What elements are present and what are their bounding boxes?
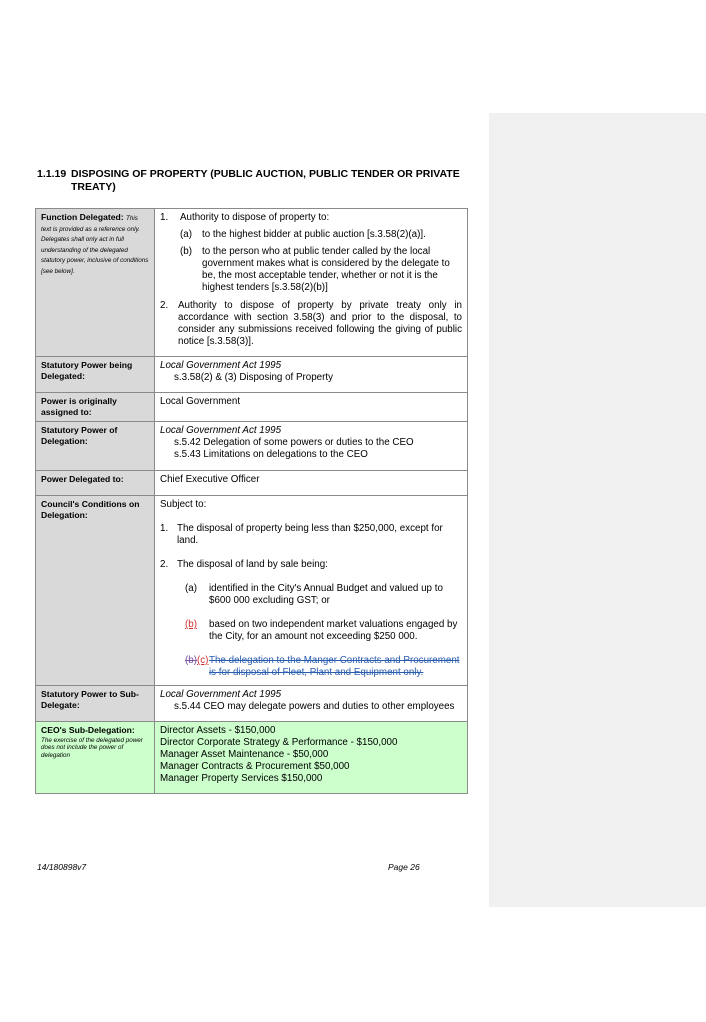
act-section: s.5.43 Limitations on delegations to the CEO — [174, 449, 368, 460]
section-number: 1.1.19 — [37, 168, 67, 180]
table-row-power-delegated-to — [36, 471, 468, 496]
comment-margin-panel — [489, 113, 706, 907]
originally-assigned-value: Local Government — [155, 393, 468, 422]
act-name: Local Government Act 1995 — [160, 425, 282, 436]
ceo-sub-delegation-note: The exercise of the delegated power does not include the power of delegation — [41, 736, 143, 759]
value-cell — [155, 496, 468, 686]
list-item: (b) based on two independent market valuations engaged by the City, for an amount not exceeding $250 000. — [185, 619, 458, 642]
power-delegated-to-value: Chief Executive Officer — [155, 471, 468, 496]
act-section: s.3.58(2) & (3) Disposing of Property — [174, 372, 333, 383]
sub-delegate-line: Manager Contracts & Procurement $50,000 — [160, 761, 350, 772]
list-item: 1. Authority to dispose of property to: — [160, 212, 330, 223]
list-item — [185, 655, 462, 679]
table-row-originally-assigned — [36, 393, 468, 422]
conditions-intro: Subject to: — [160, 499, 207, 510]
act-section: s.5.42 Delegation of some powers or duties to the CEO — [174, 437, 414, 448]
deleted-text: The delegation to the Manger Contracts and Procurement is for disposal of Fleet, Plant and Equipment only. — [209, 655, 460, 678]
deleted-marker: (b) — [185, 655, 197, 666]
section-title: DISPOSING OF PROPERTY (PUBLIC AUCTION, PUBLIC TENDER OR PRIVATE TREATY) — [71, 168, 460, 193]
list-item: 2. Authority to dispose of property by private treaty only in accordance with section 3.58(3) and prior to the disposal, to consider any submissions received following the giving of public notice [s.3.58(3)]. — [160, 300, 462, 347]
table-row-sub-delegate-power — [36, 686, 468, 722]
label-cell — [36, 209, 155, 357]
statutory-power-label: Statutory Power being Delegated: — [36, 357, 155, 393]
table-row-statutory-power — [36, 357, 468, 393]
conditions-label: Council's Conditions on Delegation: — [36, 496, 155, 686]
function-delegated-note: This text is provided as a reference only. Delegates shall only act in full understanding of the delegated statutory power, inclusive of conditions [see below]. — [41, 215, 149, 275]
list-item: 2. The disposal of land by sale being: — [160, 559, 328, 570]
sub-delegate-line: Manager Property Services $150,000 — [160, 773, 323, 784]
value-cell — [155, 357, 468, 393]
table-row-function-delegated — [36, 209, 468, 357]
sub-delegate-line: Director Corporate Strategy & Performance - $150,000 — [160, 737, 398, 748]
list-item: (a) to the highest bidder at public auction [s.3.58(2)(a)]. — [180, 229, 426, 240]
function-delegated-label: Function Delegated: — [41, 212, 124, 222]
list-item: 1. The disposal of property being less than $250,000, except for land. — [160, 523, 443, 546]
document-reference: 14/180898v7 — [37, 862, 87, 872]
value-cell — [155, 686, 468, 722]
act-name: Local Government Act 1995 — [160, 689, 282, 700]
table-row-power-of-delegation — [36, 422, 468, 471]
table-row-ceo-sub-delegation — [36, 722, 468, 794]
list-item: (b) to the person who at public tender called by the local government makes what is considered by the delegate to be, the most acceptable tender, whether or not it is the highest tenders [s.3.58(2)(b)] — [180, 246, 450, 293]
page-number: Page 26 — [388, 862, 420, 872]
table-row-conditions — [36, 496, 468, 686]
label-cell — [36, 722, 155, 794]
sub-delegate-power-label: Statutory Power to Sub-Delegate: — [36, 686, 155, 722]
sub-delegate-line: Director Assets - $150,000 — [160, 725, 276, 736]
power-delegated-to-label: Power Delegated to: — [36, 471, 155, 496]
originally-assigned-label: Power is originally assigned to: — [36, 393, 155, 422]
value-cell — [155, 422, 468, 471]
value-cell — [155, 722, 468, 794]
list-item: (a) identified in the City's Annual Budget and valued up to $600 000 excluding GST; or — [185, 583, 443, 606]
value-cell — [155, 209, 468, 357]
sub-delegate-line: Manager Asset Maintenance - $50,000 — [160, 749, 329, 760]
power-of-delegation-label: Statutory Power of Delegation: — [36, 422, 155, 471]
delegation-table — [35, 208, 468, 794]
act-section: s.5.44 CEO may delegate powers and duties to other employees — [174, 701, 455, 712]
inserted-marker: (c) — [196, 655, 209, 666]
inserted-marker: (b) — [185, 619, 197, 630]
act-name: Local Government Act 1995 — [160, 360, 282, 371]
ceo-sub-delegation-label: CEO's Sub-Delegation: — [41, 725, 135, 735]
